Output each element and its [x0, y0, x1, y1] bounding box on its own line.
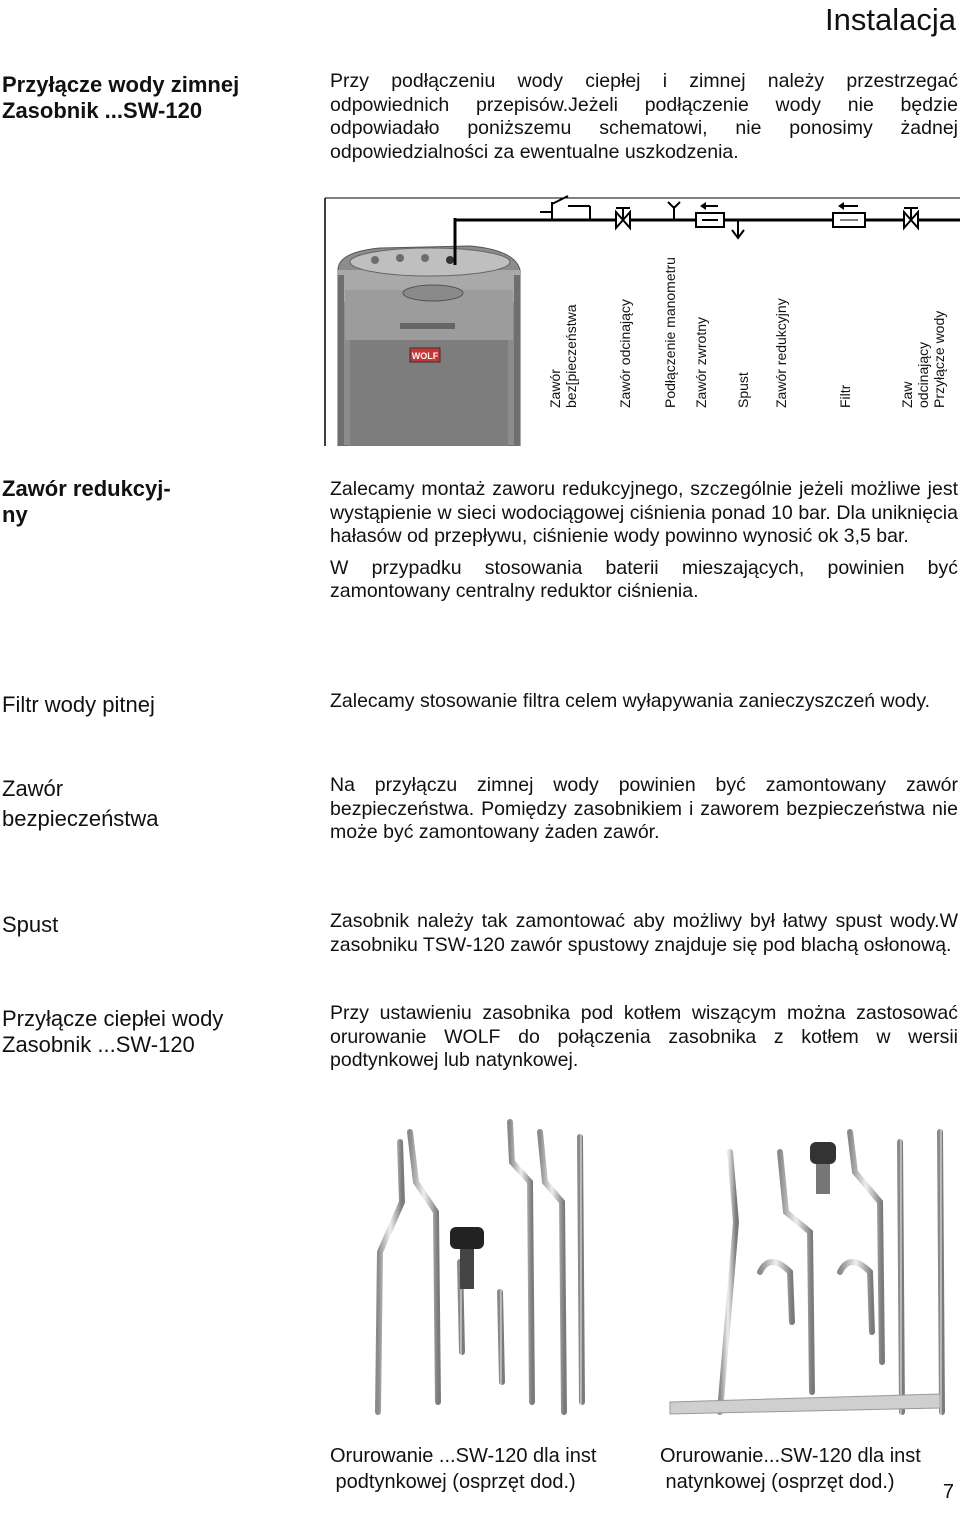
- drain-heading: Spust: [2, 912, 59, 937]
- installation-diagram: [320, 190, 960, 446]
- filter-text: Zalecamy stosowanie filtra celem wyłapywania zanieczyszczeń wody.: [330, 690, 931, 712]
- reducing-valve-paragraph-1: Zalecamy montaż zaworu redukcyjnego, szczególnie jeżeli możliwe jest wystąpienie w sieci wodociągowej ciśnienia ponad 10 bar. Dla uniknięcia hałasów od przepływu, ciśnienie wody powinno wynosić ok 3,5 bar.: [330, 478, 958, 547]
- hot-water-text: Przy ustawieniu zasobnika pod kotłem wiszącym można zastosować orurowanie WOLF do połączenia zasobnika z kotłem w wersii podtynkowej lub natynkowej.: [330, 1002, 958, 1071]
- label-shutoff-valve-2b: odcinający: [915, 341, 931, 408]
- photo-right-caption-line2: natynkowej (osprzęt dod.): [660, 1471, 895, 1493]
- reducing-valve-heading: [2, 476, 171, 528]
- reducing-valve-heading-line1: Zawór redukcyj-: [2, 476, 171, 501]
- shutoff-valve-2-symbol: [904, 208, 918, 228]
- shutoff-valve-symbol: [616, 208, 630, 228]
- label-filter: Filtr: [837, 384, 853, 408]
- cold-water-text: Przy podłączeniu wody ciepłej i zimnej należy przestrzegać odpowiednich przepisów.Jeżeli podłączenie wody nie będzie odpowiadało poniższemu schematowi, nie ponosimy żadnej odpowiedzialności za ewentualne uszkodzenia.: [330, 70, 958, 163]
- hot-water-heading-line1: Przyłącze ciepłei wody: [2, 1006, 224, 1031]
- drain-text: Zasobnik należy tak zamontować aby możliwy był łatwy spust wody.W zasobniku TSW-120 zawór spustowy znajduje się pod blachą osłonową.: [330, 910, 958, 956]
- label-manometer: Podłączenie manometru: [662, 257, 678, 408]
- reducing-valve-heading-line2: ny: [2, 502, 28, 527]
- photo-right-surface-piping: [720, 1132, 942, 1412]
- photo-left-caption: [330, 1443, 596, 1495]
- cold-water-heading-line2: Zasobnik ...SW-120: [2, 98, 203, 123]
- boiler-tank-graphic: [338, 246, 520, 446]
- label-safety-valve-2: bez[pieczeństwa: [563, 304, 579, 408]
- cold-water-heading: [2, 72, 239, 124]
- photo-left-valve-fitting: [450, 1227, 484, 1289]
- filter-symbol: [833, 202, 865, 227]
- hot-water-heading-line2: Zasobnik ...SW-120: [2, 1032, 195, 1057]
- reducing-valve-paragraph-2: W przypadku stosowania baterii mieszających, powinien być zamontowany centralny reduktor ciśnienia.: [330, 556, 958, 602]
- safety-valve-symbol: [540, 196, 590, 220]
- label-shutoff-valve-2a: Zaw: [899, 381, 915, 408]
- label-shutoff-valve: Zawór odcinający: [617, 299, 633, 408]
- check-valve-symbol: [696, 202, 724, 227]
- photo-right-valve-fitting: [810, 1142, 836, 1194]
- label-check-valve: Zawór zwrotny: [693, 316, 709, 408]
- reducing-valve-text: [330, 478, 958, 604]
- safety-valve-text: Na przyłączu zimnej wody powinien być zamontowany zawór bezpieczeństwa. Pomiędzy zasobnikiem i zaworem bezpieczeństwa nie może być zamontowany żaden zawór.: [330, 774, 958, 843]
- label-reducing-valve: Zawór redukcyjny: [773, 298, 789, 408]
- cold-water-heading-line1: Przyłącze wody zimnej: [2, 72, 240, 97]
- photo-left-subsurface-piping: [378, 1122, 582, 1412]
- safety-valve-heading-line1: Zawór: [2, 776, 64, 801]
- drain-symbol: [732, 220, 744, 238]
- photo-right-caption: [660, 1443, 921, 1495]
- page-number: 7: [942, 1481, 954, 1503]
- label-drain: Spust: [735, 372, 751, 408]
- piping-photo-svg: [340, 1112, 960, 1432]
- page-header-title: Instalacja: [825, 2, 956, 37]
- filter-heading: Filtr wody pitnej: [2, 692, 155, 717]
- photo-left-caption-line1: Orurowanie ...SW-120 dla inst: [330, 1445, 597, 1467]
- label-safety-valve-1: Zawór: [547, 369, 563, 408]
- boiler-logo: WOLF: [411, 351, 439, 361]
- diagram-svg: [320, 190, 960, 446]
- safety-valve-heading: [2, 776, 159, 832]
- photo-left-caption-line2: podtynkowej (osprzęt dod.): [330, 1471, 576, 1493]
- hot-water-heading: [2, 1006, 223, 1058]
- safety-valve-heading-line2: bezpieczeństwa: [2, 806, 159, 831]
- photo-right-caption-line1: Orurowanie...SW-120 dla inst: [660, 1445, 921, 1467]
- manometer-connection-symbol: [668, 202, 680, 220]
- label-water-inlet: Przyłącze wody: [931, 310, 947, 408]
- piping-photos: [340, 1112, 960, 1432]
